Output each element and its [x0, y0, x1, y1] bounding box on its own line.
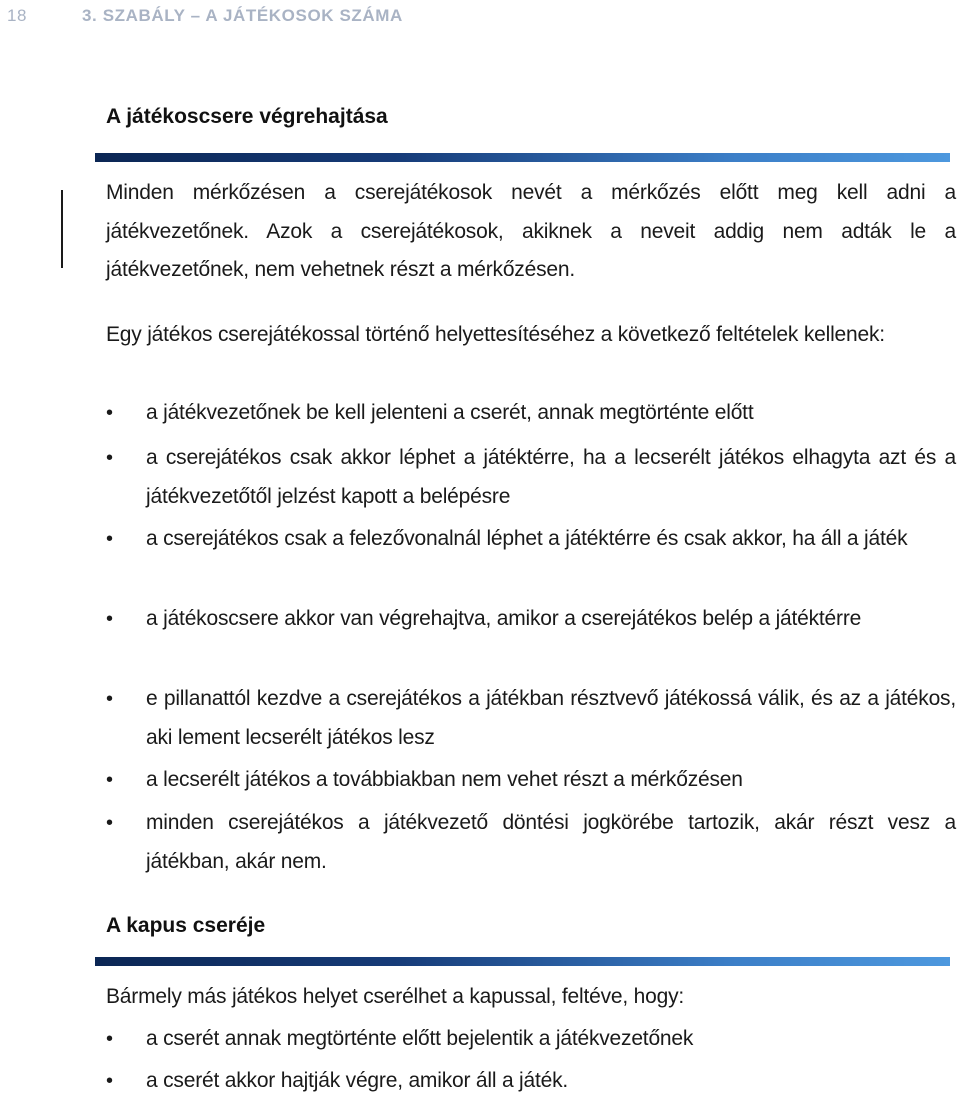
list-item: [106, 680, 956, 757]
bullet-icon: •: [106, 447, 113, 469]
list-item-text: a cserét annak megtörténte előtt bejelentik a játékvezetőnek: [146, 1027, 694, 1050]
bullet-icon: •: [106, 812, 113, 834]
list-item: [106, 761, 956, 800]
list-item-text: e pillanattól kezdve a cserejátékos a játékban résztvevő játékossá válik, és az a játékos, aki lement lecserélt játékos lesz: [146, 687, 956, 749]
bullet-icon: •: [106, 402, 113, 424]
list-item-text: a cserejátékos csak a felezővonalnál léphet a játéktérre és csak akkor, ha áll a játék: [146, 527, 908, 550]
change-bar: [61, 190, 63, 268]
list-item: [106, 804, 956, 881]
list-item: [106, 520, 956, 559]
bullet-icon: •: [106, 608, 113, 630]
paragraph-substitute-names: Minden mérkőzésen a cserejátékosok nevét a mérkőzés előtt meg kell adni a játékvezetőnek. Azok a cserejátékosok, akiknek a neveit addig nem adták le a játékvezetőnek, nem vehetnek részt a mérkőzésen.: [106, 181, 956, 281]
list-item: [106, 394, 956, 433]
list-item-text: a cserét akkor hajtják végre, amikor áll a játék.: [146, 1069, 569, 1092]
paragraph-conditions-intro: Egy játékos cserejátékossal történő helyettesítéséhez a következő feltételek kellenek:: [106, 323, 885, 346]
bullet-icon: •: [106, 528, 113, 550]
list-item-text: a cserejátékos csak akkor léphet a játéktérre, ha a lecserélt játékos elhagyta azt és a játékvezetőtől jelzést kapott a belépésre: [146, 446, 956, 508]
section-title-substitution: A játékoscsere végrehajtása: [106, 105, 388, 128]
section-divider-2: [95, 957, 950, 966]
chapter-title: 3. SZABÁLY – A JÁTÉKOSOK SZÁMA: [82, 6, 403, 25]
list-item: [106, 439, 956, 516]
list-item-text: minden cserejátékos a játékvezető döntési jogkörébe tartozik, akár részt vesz a játékban, akár nem.: [146, 811, 956, 873]
bullet-icon: •: [106, 769, 113, 791]
bullet-icon: •: [106, 1070, 113, 1092]
list-item: [106, 1020, 956, 1059]
paragraph-goalkeeper-intro: Bármely más játékos helyet cserélhet a kapussal, feltéve, hogy:: [106, 985, 685, 1008]
running-header: [7, 6, 403, 26]
bullet-icon: •: [106, 1028, 113, 1050]
section-divider-1: [95, 153, 950, 162]
bullet-icon: •: [106, 688, 113, 710]
list-item-text: a játékvezetőnek be kell jelenteni a cserét, annak megtörténte előtt: [146, 401, 754, 424]
section-title-goalkeeper-change: A kapus cseréje: [106, 914, 266, 937]
list-item-text: a lecserélt játékos a továbbiakban nem vehet részt a mérkőzésen: [146, 768, 743, 791]
page-number: 18: [7, 6, 28, 25]
list-item-text: a játékoscsere akkor van végrehajtva, amikor a cserejátékos belép a játéktérre: [146, 607, 862, 630]
list-item: [106, 600, 956, 639]
